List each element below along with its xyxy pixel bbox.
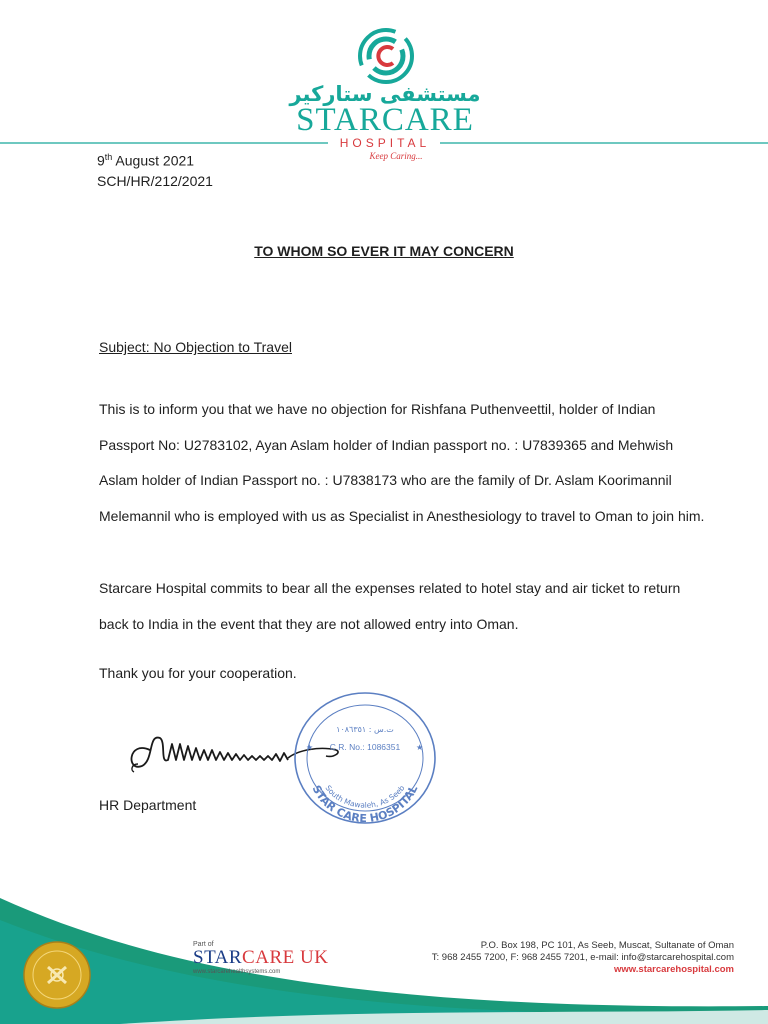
paragraph-1: This is to inform you that we have no objection for Rishfana Puthenveettil, holder of Indian Passport No: U2783102, Ayan Aslam holder of Indian passport no. : U7839365 and Mehwish Aslam holder of Indian Passport no. : U7838173 who are the family of Dr. Aslam Koorimannil Melemannil who is employed with us as Specialist in Anesthesiology to travel to Oman to join him. [99, 401, 705, 524]
accreditation-seal-icon [22, 940, 92, 1010]
stamp-star-left: ★ [306, 743, 314, 752]
paragraph-3: Thank you for your cooperation. [99, 665, 297, 681]
emblem-icon [360, 30, 412, 82]
tagline: Keep Caring... [369, 151, 423, 161]
part-of-label: Part of [193, 941, 214, 948]
letter-heading: TO WHOM SO EVER IT MAY CONCERN [254, 243, 514, 259]
hospital-word: HOSPITAL [339, 136, 431, 150]
date-rest: August 2021 [112, 152, 195, 169]
stamp-arabic-cr: ت.س : ١٠٨٦٣٥١ [336, 725, 394, 734]
stamp-name-text: STAR CARE HOSPITAL [309, 783, 421, 826]
contact-details: T: 968 2455 7200, F: 968 2455 7201, e-mail: info@starcarehospital.com [431, 952, 734, 963]
signatory-department: HR Department [99, 797, 197, 813]
stamp-location-text: South Mawaleh, As Seeb [323, 783, 407, 810]
footer-address-block [432, 940, 734, 976]
letter-subject: Subject: No Objection to Travel [99, 339, 292, 355]
arabic-hospital-name: مستشفى ستاركير [289, 82, 481, 106]
brand-prefix: STAR [296, 102, 382, 138]
group-brand [193, 947, 328, 969]
reference-number: SCH/HR/212/2021 [97, 173, 213, 189]
date-day: 9 [97, 152, 105, 169]
brand-suffix: CARE [381, 102, 474, 138]
paragraph-2: Starcare Hospital commits to bear all the expenses related to hotel stay and air ticket to return back to India in the event that they are not allowed entry into Oman. [99, 580, 681, 632]
letter-date [97, 152, 194, 169]
company-stamp [290, 688, 440, 828]
postal-address: P.O. Box 198, PC 101, As Seeb, Muscat, Sultanate of Oman [480, 940, 734, 951]
brand-name [280, 101, 490, 139]
group-prefix: STAR [193, 947, 243, 968]
stamp-cr-number: C.R. No.: 1086351 [329, 742, 401, 752]
stamp-star-right: ★ [416, 743, 424, 752]
group-website[interactable]: www.starcarehealthsystems.com [193, 969, 281, 975]
group-suffix: CARE UK [242, 947, 329, 968]
date-suffix: th [104, 152, 113, 162]
hospital-website-link[interactable]: www.starcarehospital.com [613, 964, 734, 975]
